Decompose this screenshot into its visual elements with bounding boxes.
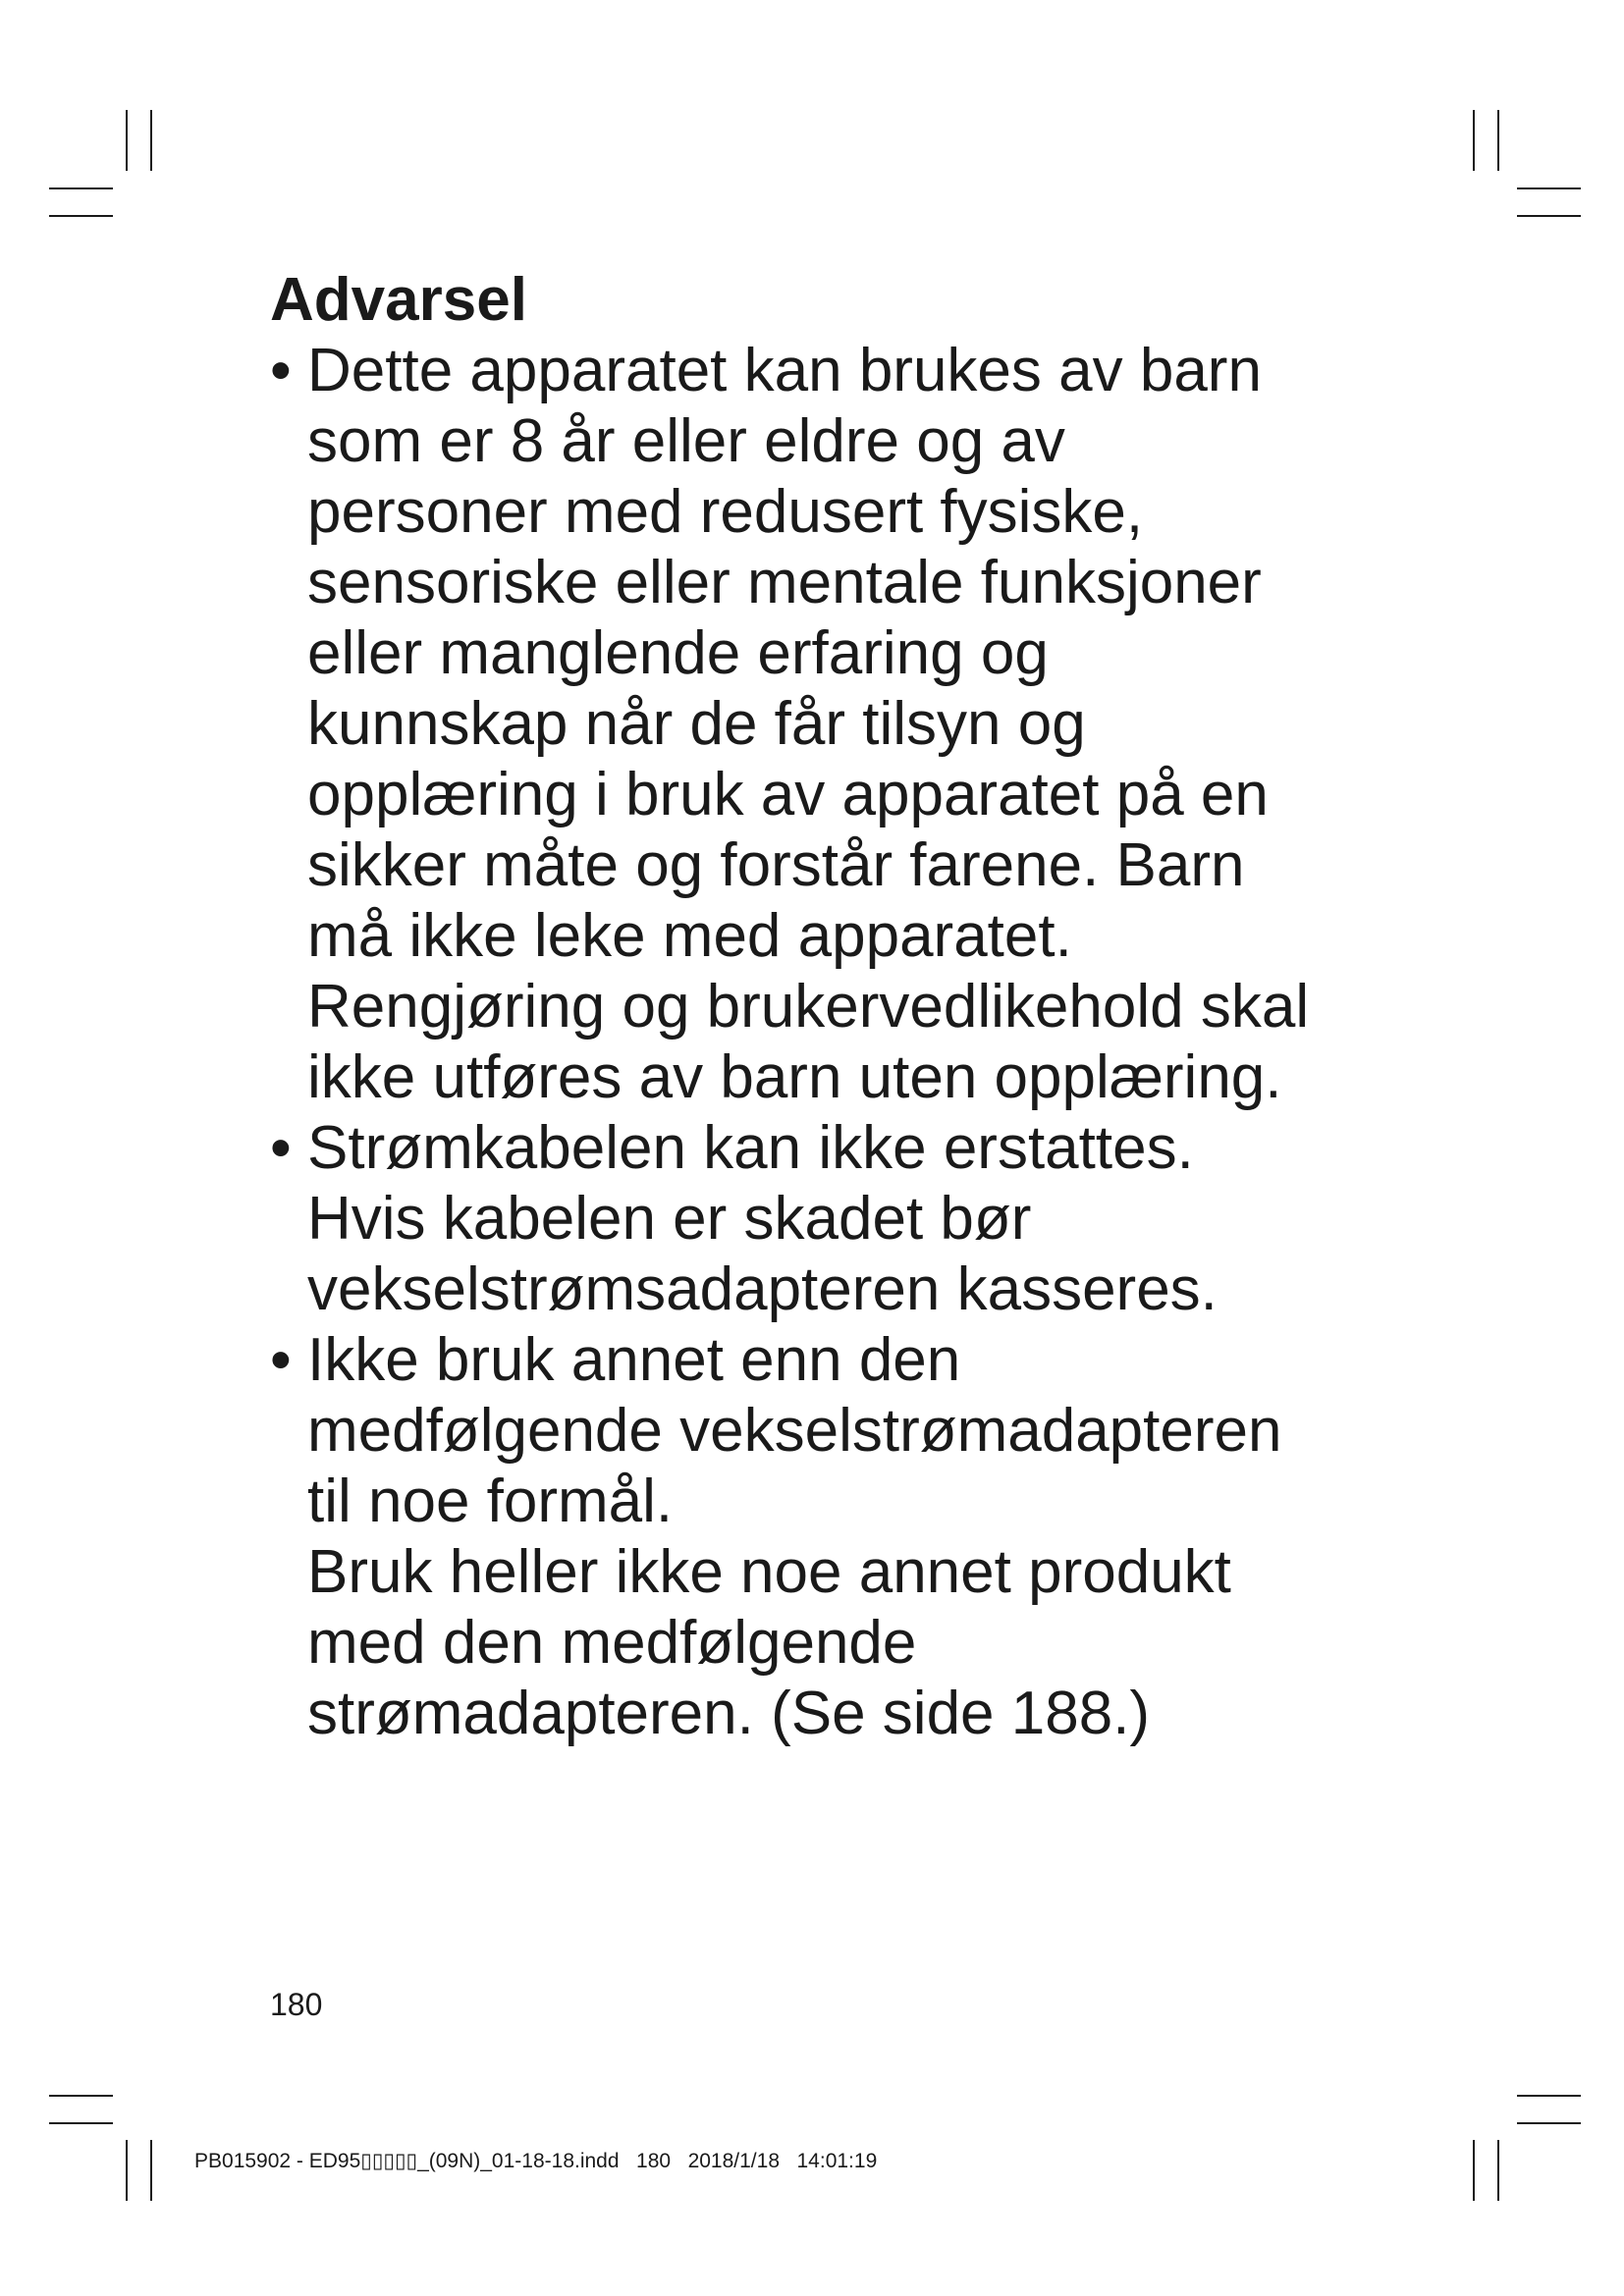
crop-mark <box>49 2095 113 2097</box>
text-line: sensoriske eller mentale funksjoner <box>307 549 1262 616</box>
print-slug: PB015902 - ED95▯▯▯▯▯_(09N)_01-18-18.indd 180 2018/1/18 14:01:19 <box>194 2150 878 2172</box>
text-line: til noe formål. <box>307 1468 674 1535</box>
text-line: personer med redusert fysiske, <box>307 478 1144 546</box>
text-line: medfølgende vekselstrømadapteren <box>307 1397 1282 1465</box>
text-line: Strømkabelen kan ikke erstattes. <box>307 1114 1194 1182</box>
warning-item-children <box>270 336 1380 1113</box>
crop-mark <box>49 215 113 217</box>
text-line: må ikke leke med apparatet. <box>307 902 1072 970</box>
text-line: vekselstrømsadapteren kasseres. <box>307 1255 1218 1323</box>
warning-item-adapter <box>270 1325 1380 1749</box>
text-line: kunnskap når de får tilsyn og <box>307 690 1086 758</box>
page-number: 180 <box>270 1987 323 2022</box>
crop-mark <box>49 2122 113 2124</box>
crop-mark <box>1497 110 1499 171</box>
warning-section <box>270 265 1380 1749</box>
text-line: som er 8 år eller eldre og av <box>307 407 1065 475</box>
text-line: eller manglende erfaring og <box>307 619 1049 687</box>
warning-item-power-cable <box>270 1113 1380 1325</box>
crop-mark <box>1517 2095 1581 2097</box>
crop-mark <box>1497 2140 1499 2201</box>
crop-mark <box>126 110 128 171</box>
crop-mark <box>1473 110 1475 171</box>
text-line: Ikke bruk annet enn den <box>307 1326 961 1394</box>
crop-mark <box>150 110 152 171</box>
crop-mark <box>1517 215 1581 217</box>
crop-mark <box>49 187 113 189</box>
crop-mark <box>1473 2140 1475 2201</box>
crop-mark <box>150 2140 152 2201</box>
crop-mark <box>1517 187 1581 189</box>
text-line: sikker måte og forstår farene. Barn <box>307 831 1245 899</box>
crop-mark <box>1517 2122 1581 2124</box>
text-line: med den medfølgende <box>307 1609 917 1677</box>
text-line: Bruk heller ikke noe annet produkt <box>307 1538 1231 1606</box>
text-line: Dette apparatet kan brukes av barn <box>307 337 1262 404</box>
text-line: Rengjøring og brukervedlikehold skal <box>307 973 1310 1041</box>
warning-heading: Advarsel <box>270 266 527 334</box>
text-line: Hvis kabelen er skadet bør <box>307 1185 1032 1253</box>
text-line: ikke utføres av barn uten opplæring. <box>307 1043 1282 1111</box>
text-line: opplæring i bruk av apparatet på en <box>307 761 1269 828</box>
bullet-marker: • <box>270 337 292 404</box>
warning-list <box>270 336 1380 1749</box>
crop-mark <box>126 2140 128 2201</box>
bullet-marker: • <box>270 1326 292 1394</box>
bullet-marker: • <box>270 1114 292 1182</box>
text-line: strømadapteren. (Se side 188.) <box>307 1680 1151 1747</box>
